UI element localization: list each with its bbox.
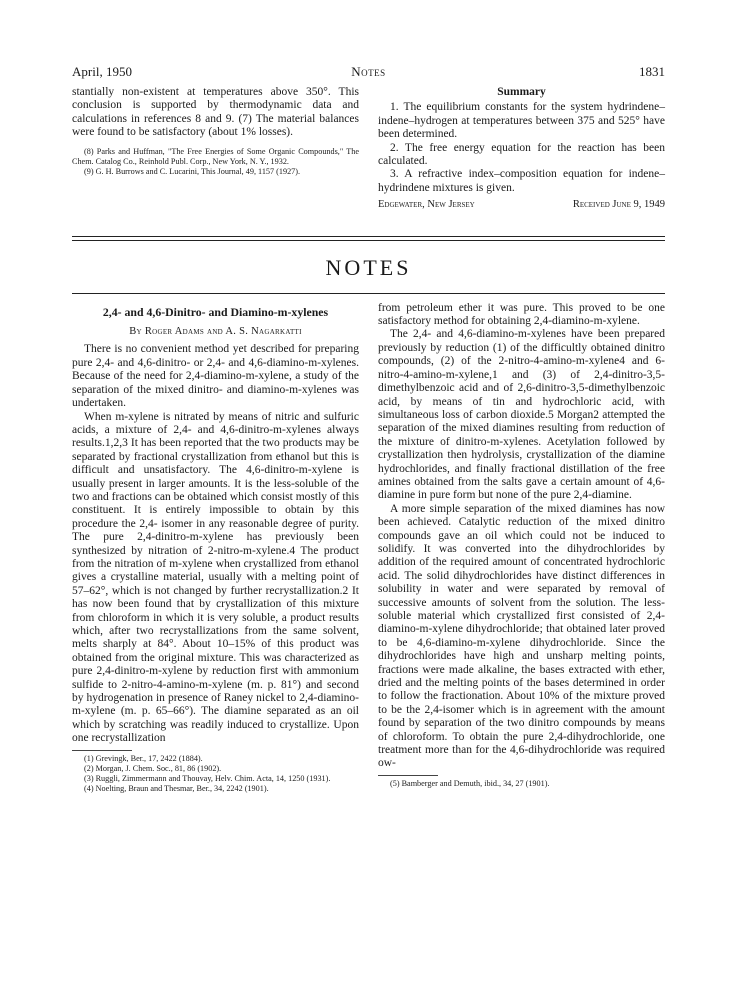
header-page-number: 1831	[639, 64, 665, 79]
footnote-5: (5) Bamberger and Demuth, ibid., 34, 27 (1901).	[390, 778, 550, 788]
article-paragraph: A more simple separation of the mixed diamines has now been achieved. Catalytic reduction of the mixed dinitro compounds gave an oil which could not be induced to solidify. It was converted into the dihydrochlorides by addition of the required amount of concentrated hydrochloric acid. The solid dihydrochlorides have distinct differences in solubility in water and were separated by removal of successive amounts of solvent from the solution. The less-soluble material which crystallized first consisted of 2,4-diamino-m-xylene dihydrochloride; that obtained later proved to be 4,6-diamino-m-xylene dihydrochloride. Since the dihydrochlorides have high and unsharp melting points, fractions were made alkaline, the bases extracted with ether, dried and the melting points of the bases determined in order to follow the fractionation. About 10% of the mixture proved to be the 2,4-isomer which is in agreement with the amount found by separation of the two dinitro compounds by means of chloroform. To obtain the pure 2,4-dihydrochloride, one treatment more than for the 4,6-dihydrochloride was required ow-	[378, 502, 665, 770]
summary-item-3: 3. A refractive index–composition equation for indene–hydrindene mixtures is given.	[378, 168, 665, 194]
footnote-rule	[378, 775, 438, 776]
article-left-column	[72, 294, 359, 795]
running-header	[72, 64, 665, 86]
article-right-column	[378, 294, 665, 795]
summary-column	[378, 86, 665, 212]
footnote-rule	[72, 750, 132, 751]
top-footnotes	[72, 147, 359, 178]
author-location: Edgewater, New Jersey	[378, 199, 475, 211]
footnote-8: (8) Parks and Huffman, "The Free Energies of Some Organic Compounds," The Chem. Catalog Co., Reinhold Publ. Corp., New York, N. Y., 1932.	[72, 146, 359, 166]
summary-item-2: 2. The free energy equation for the reaction has been calculated.	[378, 141, 665, 168]
footnote-4: (4) Noelting, Braun and Thesmar, Ber., 34, 2242 (1901).	[84, 784, 269, 794]
article-columns	[72, 294, 665, 795]
footnote-3: (3) Ruggli, Zimmermann and Thouvay, Helv. Chim. Acta, 14, 1250 (1931).	[84, 774, 331, 784]
article-paragraph: The 2,4- and 4,6-diamino-m-xylenes have been prepared previously by reduction (1) of the difficultly obtained dinitro compounds, (2) of the 2-nitro-4-amino-m-xylene4 and 6-nitro-4-amino-m-xylene,1 and (3) of 2,4-dinitro-3,5-dimethylbenzoic acid and of 2,6-dinitro-3,5-dimethylbenzoic acid, by means of tin and hydrochloric acid, with simultaneous loss of carbon dioxide.5 Morgan2 attempted the separation of the mixed diamines resulting from reduction of the mixture of dinitro-m-xylenes. Acetylation followed by crystallization then hydrolysis, crystallization of the diamine hydrochlorides, and finally fractional distillation of the free amines obtained from the salts gave a certain amount of 4,6-diamine in pure form but none of the pure 2,4-diamine.	[378, 328, 665, 502]
summary-heading: Summary	[497, 86, 546, 98]
footnote-2: (2) Morgan, J. Chem. Soc., 81, 86 (1902).	[84, 763, 222, 773]
article-paragraph: There is no convenient method yet described for preparing pure 2,4- and 4,6-dinitro- or 2,4- and 4,6-diamino-m-xylenes. Because of the need for 2,4-diamino-m-xylene, a study of the separation of the mixed dinitro- and diamino-m-xylenes was undertaken.	[72, 343, 359, 410]
top-columns	[72, 86, 665, 212]
article-paragraph: from petroleum ether it was pure. This proved to be one satisfactory method for obtaining 2,4-diamino-m-xylene.	[378, 301, 665, 328]
article-paragraph: When m-xylene is nitrated by means of nitric and sulfuric acids, a mixture of 2,4- and 4,6-dinitro-m-xylenes always results.1,2,3 It has been reported that the two products may be separated by fractional crystallization from ethanol but this is difficult and unsatisfactory. The 4,6-dinitro-m-xylene is usually present in larger amounts. It is the less-soluble of the two and fractions can be obtained which consist mostly of this constituent. It is entirely impossible to obtain by this procedure the 2,4- isomer in any reasonable degree of purity. The pure 2,4-dinitro-m-xylene has previously been synthesized by nitration of 2-nitro-m-xylene.4 The product from the nitration of m-xylene when crystallized from ethanol gives a crystalline material, usually with a melting point of 57–62°, which is not changed by further recrystallization.2 It has now been found that by crystallization of this mixture from chloroform in which it is very soluble, a product results which, after two recrystallizations from the same solvent, melts sharply at 84°. About 10–15% of this product was obtained from the original mixture. This was characterized as pure 2,4-dinitro-m-xylene by reduction first with ammonium sulfide to 2-nitro-4-amino-m-xylene (m. p. 81°) and second by hydrogenation in presence of Raney nickel to 2,4-diamino-m-xylene (m. p. 65–66°). The diamine separated as an oil which by scratching was readily induced to crystallize. Upon one recrystallization	[72, 410, 359, 745]
received-date: Received June 9, 1949	[572, 199, 665, 211]
top-left-column	[72, 86, 359, 212]
continued-paragraph: stantially non-existent at temperatures above 350°. This conclusion is supported by thermodynamic data and calculations in references 8 and 9. (7) The material balances were found to be satisfactory (about 1% losses).	[72, 86, 359, 139]
header-date: April, 1950	[72, 64, 132, 79]
journal-page	[72, 64, 665, 794]
header-section: Notes	[351, 64, 386, 79]
summary-item-1: 1. The equilibrium constants for the system hydrindene–indene–hydrogen at temperatures between 375 and 525° have been determined.	[378, 101, 665, 141]
banner-top-rule	[72, 236, 665, 241]
footnote-1: (1) Grevingk, Ber., 17, 2422 (1884).	[84, 753, 203, 763]
notes-banner: NOTES	[325, 254, 412, 280]
location-received-row	[378, 198, 665, 211]
article-title: 2,4- and 4,6-Dinitro- and Diamino-m-xylenes	[102, 304, 329, 319]
article-byline: By Roger Adams and A. S. Nagarkatti	[129, 326, 302, 338]
footnote-9: (9) G. H. Burrows and C. Lucarini, This Journal, 49, 1157 (1927).	[84, 167, 301, 177]
